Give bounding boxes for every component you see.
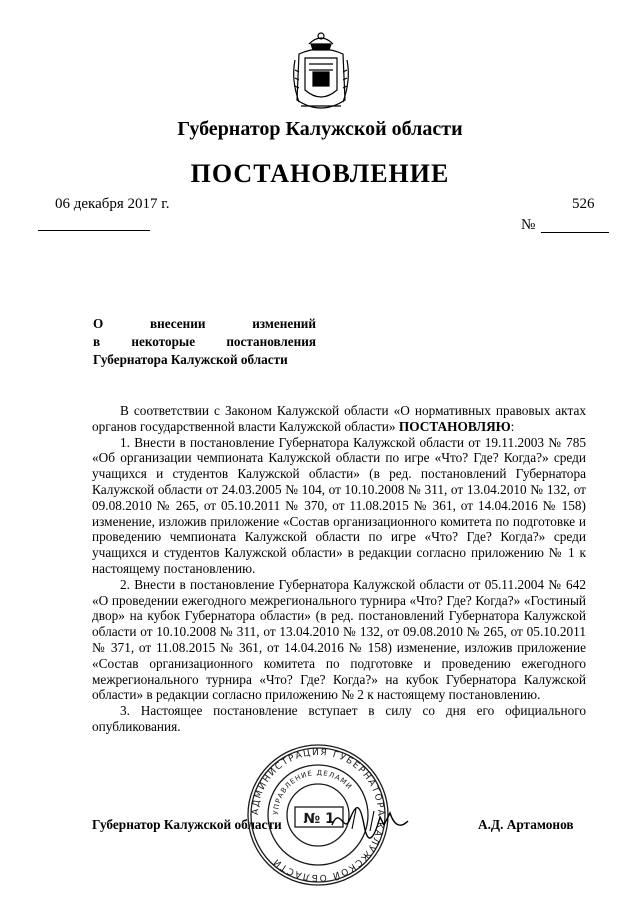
- subject-line-3: Губернатора Калужской области: [93, 352, 288, 367]
- handwritten-signature: [330, 795, 410, 845]
- intro-colon: :: [510, 418, 515, 434]
- signer-name: А.Д. Артамонов: [478, 817, 574, 832]
- paragraph-2: 2. Внести в постановление Губернатора Калужской области от 05.11.2004 № 642 «О проведении ежегодного межрегионального турнира «Что? Где? Когда?» «Гостиный двор» на кубок Губернатора области» (в ред. постановлений Губернатора Калужской области от 10.10.2008 № 311, от 13.04.2010 № 132, от 09.08.2010 № 265, от 05.10.2011 № 371, от 11.08.2015 № 361, от 14.04.2016 № 158) изменение, изложив приложение «Состав организационного комитета по подготовке и проведению ежегодного межрегионального турнира «Что? Где? Когда?» на кубок Губернатора Калужской области» в редакции согласно приложению № 2 к настоящему постановлению.: [92, 576, 586, 703]
- number-label: №: [521, 217, 536, 233]
- subject-line-2: в некоторые постановления: [93, 334, 316, 349]
- intro-text: В соответствии с Законом Калужской области «О нормативных правовых актах органов государственной власти Калужской области»: [92, 403, 586, 434]
- document-subject: [93, 315, 316, 369]
- intro-paragraph: [92, 403, 586, 435]
- number-underline: [541, 232, 609, 233]
- paragraph-3: 3. Настоящее постановление вступает в силу со дня его официального опубликования.: [92, 703, 586, 734]
- governor-title: Губернатор Калужской области: [177, 118, 463, 140]
- document-body: [92, 403, 586, 735]
- document-type: ПОСТАНОВЛЕНИЕ: [190, 159, 450, 188]
- signer-title: Губернатор Калужской области: [92, 817, 282, 832]
- stamp-number: № 1: [303, 811, 335, 827]
- subject-line-1: О внесении изменений: [93, 316, 316, 331]
- document-date: 06 декабря 2017 г.: [55, 196, 170, 212]
- kaluga-coat-of-arms-icon: [289, 30, 353, 118]
- resolve-word: ПОСТАНОВЛЯЮ: [398, 418, 511, 434]
- stamp-outer-text: АДМИНИСТРАЦИЯ ГУБЕРНАТОРА КАЛУЖСКОЙ ОБЛАСТИ: [250, 747, 386, 883]
- date-underline: [38, 230, 150, 231]
- paragraph-1: 1. Внести в постановление Губернатора Калужской области от 19.11.2003 № 785 «Об организации чемпионата Калужской области по игре «Что? Где? Когда?» среди учащихся и студентов Калужской области» (в ред. постановлений Губернатора Калужской области от 24.03.2005 № 104, от 10.10.2008 № 311, от 13.04.2010 № 132, от 09.08.2010 № 265, от 05.10.2011 № 370, от 11.08.2015 № 361, от 14.04.2016 № 158) изменение, изложив приложение «Состав организационного комитета по подготовке и проведению чемпионата Калужской области по игре «Что? Где? Когда?» среди учащихся и студентов Калужской области» в редакции согласно приложению № 1 к настоящему постановлению.: [92, 434, 586, 576]
- stamp-inner-text: УПРАВЛЕНИЕ ДЕЛАМИ: [271, 768, 354, 816]
- document-number: 526: [572, 196, 595, 212]
